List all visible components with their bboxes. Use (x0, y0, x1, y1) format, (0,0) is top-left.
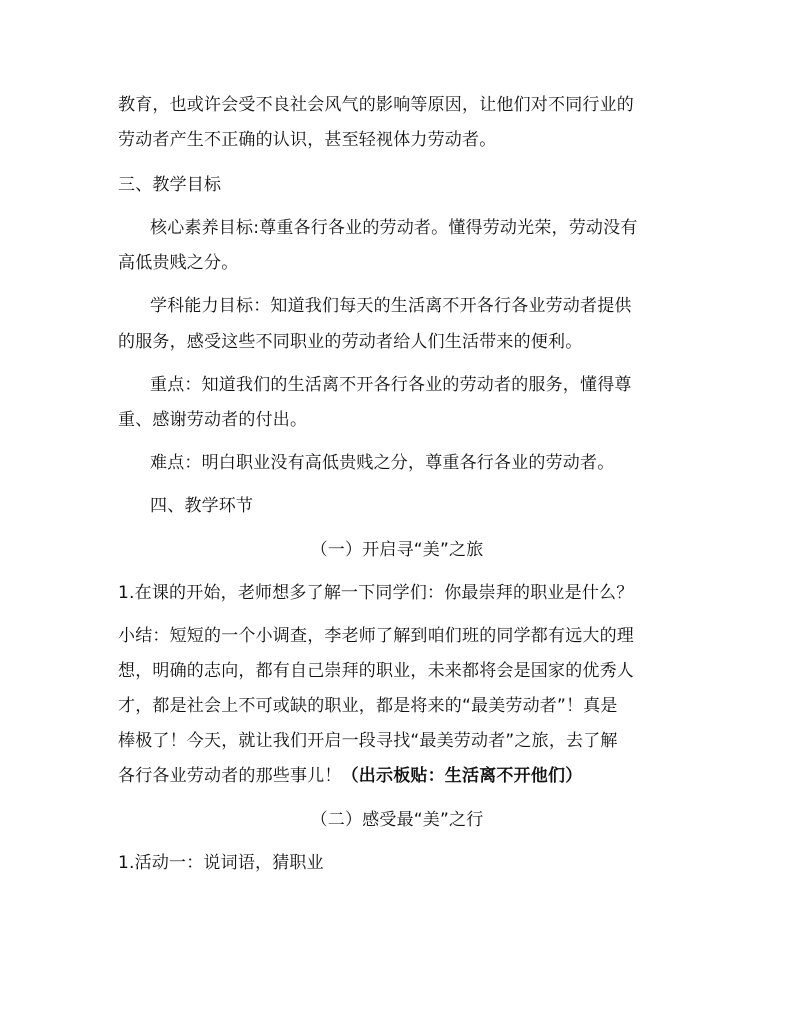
section-heading: 四、教学环节 (150, 496, 254, 516)
board-note: （出示板贴：生活离不开他们） (341, 766, 583, 786)
paragraph-line: 核心素养目标:尊重各行各业的劳动者。懂得劳动光荣，劳动没有 (150, 218, 638, 238)
paragraph-line: 1.在课的开始，老师想多了解一下同学们：你最崇拜的职业是什么？ (118, 583, 634, 603)
paragraph-line: 才，都是社会上不可或缺的职业，都是将来的“最美劳动者”！真是 (118, 696, 618, 716)
paragraph-line: 难点：明白职业没有高低贵贱之分，尊重各行各业的劳动者。 (150, 453, 615, 473)
paragraph-line: 重、感谢劳动者的付出。 (118, 410, 308, 430)
paragraph-line: 学科能力目标：知道我们每天的生活离不开各行各业劳动者提供 (150, 296, 632, 316)
paragraph-line: 重点：知道我们的生活离不开各行各业的劳动者的服务，懂得尊 (150, 375, 632, 395)
paragraph-line: 小结：短短的一个小调查，李老师了解到咱们班的同学都有远大的理 (118, 626, 634, 646)
paragraph-line: 1.活动一：说词语，猜职业 (118, 853, 324, 873)
paragraph-line (118, 764, 582, 788)
subsection-heading: （一）开启寻“美”之旅 (310, 540, 484, 560)
section-heading: 三、教学目标 (118, 175, 222, 195)
paragraph-line: 的服务，感受这些不同职业的劳动者给人们生活带来的便利。 (118, 332, 583, 352)
paragraph-line: 想，明确的志向，都有自己崇拜的职业，未来都将会是国家的优秀人 (118, 661, 634, 681)
paragraph-line: 教育，也或许会受不良社会风气的影响等原因，让他们对不同行业的 (118, 95, 634, 115)
subsection-heading: （二）感受最“美”之行 (310, 810, 484, 830)
paragraph-text: 各行各业劳动者的那些事儿！ (118, 766, 342, 786)
paragraph-line: 高低贵贱之分。 (118, 253, 239, 273)
paragraph-line: 劳动者产生不正确的认识，甚至轻视体力劳动者。 (118, 130, 497, 150)
paragraph-line: 棒极了！今天，就让我们开启一段寻找“最美劳动者”之旅，去了解 (118, 731, 618, 751)
